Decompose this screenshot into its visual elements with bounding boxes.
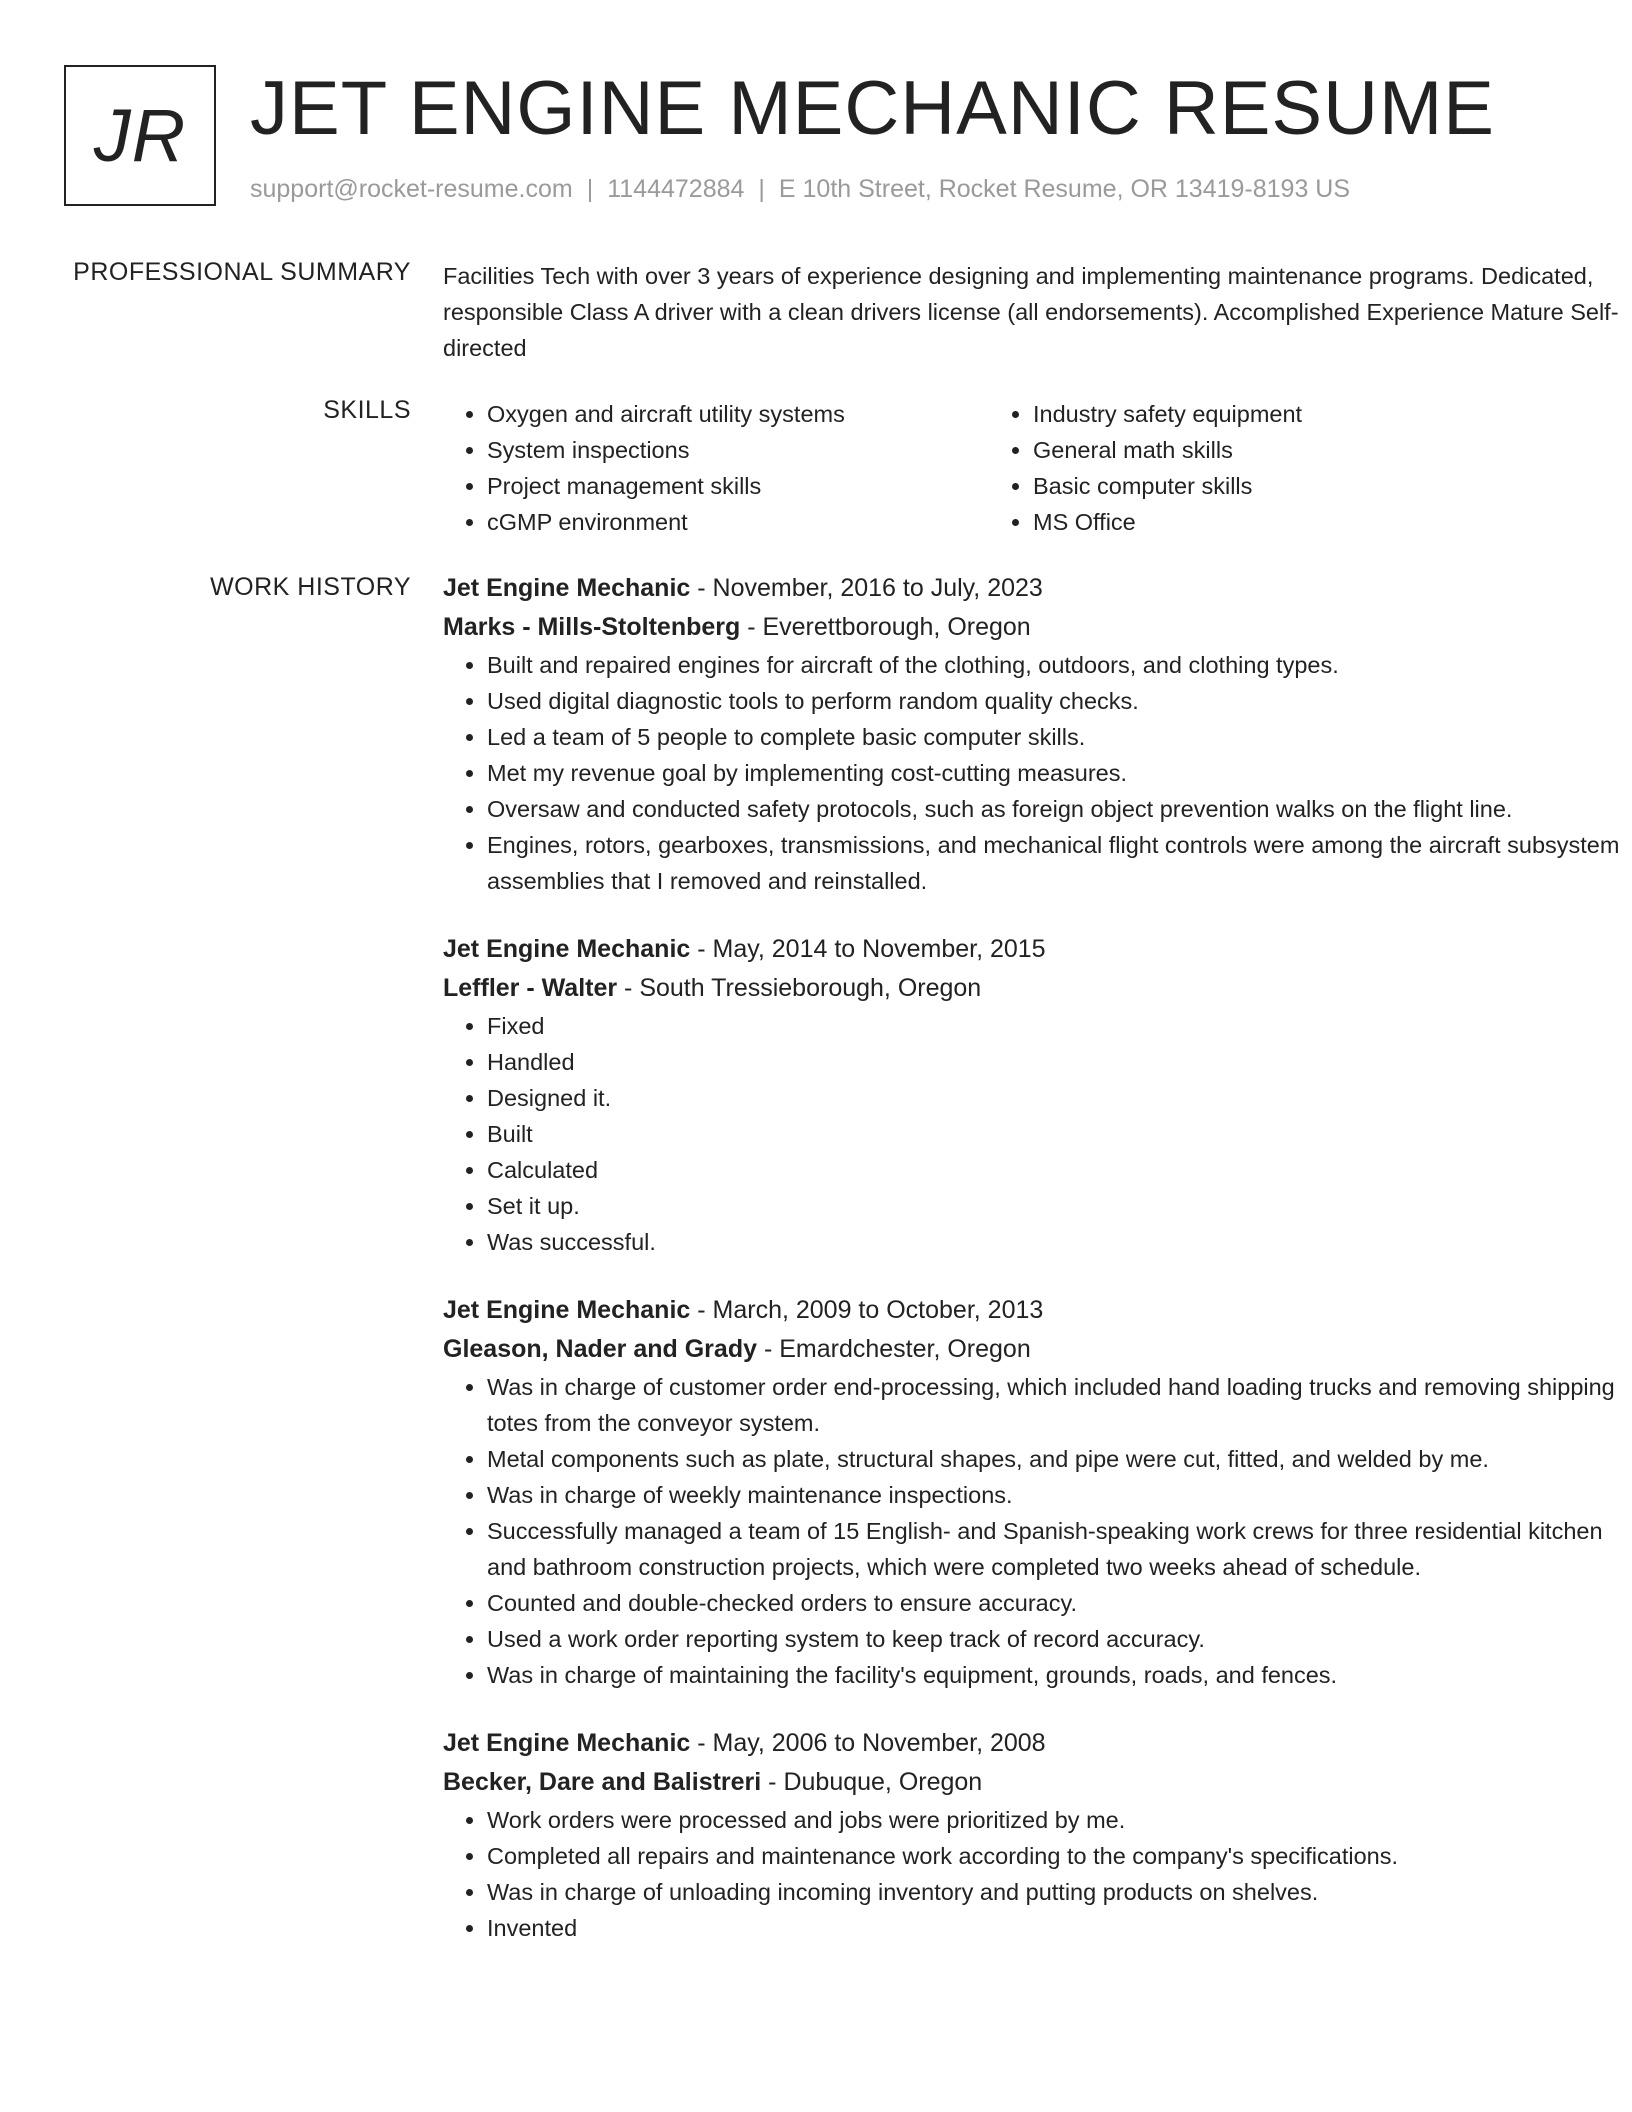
job-dates: - May, 2014 to November, 2015 bbox=[690, 935, 1046, 963]
skills-label: SKILLS bbox=[323, 396, 411, 424]
summary-label: PROFESSIONAL SUMMARY bbox=[73, 258, 411, 286]
job-title-line bbox=[443, 569, 1623, 608]
job-bullet: • Was in charge of unloading incoming inventory and putting products on shelves. bbox=[487, 1874, 1623, 1910]
skills-list-right bbox=[989, 396, 1535, 540]
job-company: Marks - Mills-Stoltenberg bbox=[443, 613, 741, 641]
job-bullet: • Led a team of 5 people to complete basic computer skills. bbox=[487, 719, 1623, 755]
job-bullet: • Built and repaired engines for aircraft of the clothing, outdoors, and clothing types. bbox=[487, 647, 1623, 683]
job-location: - Emardchester, Oregon bbox=[757, 1335, 1031, 1363]
job-title-line bbox=[443, 1724, 1623, 1763]
job-bullet: • Built bbox=[487, 1116, 1623, 1152]
resume-header bbox=[64, 65, 1584, 215]
job-company-line bbox=[443, 1330, 1623, 1369]
job-title-line bbox=[443, 1291, 1623, 1330]
job-bullet: • Was in charge of weekly maintenance inspections. bbox=[487, 1477, 1623, 1513]
contact-line bbox=[250, 175, 1350, 204]
contact-address: E 10th Street, Rocket Resume, OR 13419-8193 US bbox=[778, 175, 1351, 203]
skill-item: • System inspections bbox=[487, 432, 989, 468]
job-bullet: • Used digital diagnostic tools to perform random quality checks. bbox=[487, 683, 1623, 719]
job-bullet-list bbox=[443, 1802, 1623, 1946]
job-title: Jet Engine Mechanic bbox=[443, 1296, 691, 1324]
job-company-line bbox=[443, 1763, 1623, 1802]
job-entry bbox=[443, 569, 1623, 899]
job-title: Jet Engine Mechanic bbox=[443, 935, 691, 963]
job-bullet: • Handled bbox=[487, 1044, 1623, 1080]
job-bullet: • Counted and double-checked orders to ensure accuracy. bbox=[487, 1585, 1623, 1621]
job-bullet-list bbox=[443, 1008, 1623, 1260]
resume-title: JET ENGINE MECHANIC RESUME bbox=[250, 66, 1495, 151]
job-bullet: • Fixed bbox=[487, 1008, 1623, 1044]
job-bullet: • Designed it. bbox=[487, 1080, 1623, 1116]
skills-grid bbox=[443, 396, 1623, 540]
skill-item: • cGMP environment bbox=[487, 504, 989, 540]
job-company: Becker, Dare and Balistreri bbox=[443, 1768, 762, 1796]
job-bullet: • Calculated bbox=[487, 1152, 1623, 1188]
job-bullet: • Met my revenue goal by implementing cost-cutting measures. bbox=[487, 755, 1623, 791]
job-bullet: • Invented bbox=[487, 1910, 1623, 1946]
skill-item: • Basic computer skills bbox=[1033, 468, 1535, 504]
job-company-line bbox=[443, 969, 1623, 1008]
job-bullet: • Was successful. bbox=[487, 1224, 1623, 1260]
job-bullet: • Work orders were processed and jobs were prioritized by me. bbox=[487, 1802, 1623, 1838]
job-dates: - March, 2009 to October, 2013 bbox=[690, 1296, 1044, 1324]
job-title-line bbox=[443, 930, 1623, 969]
job-bullet: • Was in charge of maintaining the facility's equipment, grounds, roads, and fences. bbox=[487, 1657, 1623, 1693]
job-bullet: • Metal components such as plate, structural shapes, and pipe were cut, fitted, and welded by me. bbox=[487, 1441, 1623, 1477]
skills-body bbox=[443, 396, 1623, 540]
job-title: Jet Engine Mechanic bbox=[443, 1729, 691, 1757]
skill-item: • Industry safety equipment bbox=[1033, 396, 1535, 432]
job-bullet: • Successfully managed a team of 15 English- and Spanish-speaking work crews for three residential kitchen and bathroom construction projects, which were completed two weeks ahead of schedule. bbox=[487, 1513, 1623, 1585]
summary-text: Facilities Tech with over 3 years of experience designing and implementing maintenance programs. Dedicated, responsible Class A driver with a clean drivers license (all endorsements). Accomplished Experience Mature Self-directed bbox=[443, 263, 1619, 361]
contact-phone: 1144472884 bbox=[607, 175, 745, 203]
contact-email: support@rocket-resume.com bbox=[250, 175, 573, 203]
job-location: - Dubuque, Oregon bbox=[761, 1768, 983, 1796]
skill-item: • Project management skills bbox=[487, 468, 989, 504]
job-location: - Everettborough, Oregon bbox=[740, 613, 1031, 641]
job-entry bbox=[443, 1724, 1623, 1946]
skill-item: • Oxygen and aircraft utility systems bbox=[487, 396, 989, 432]
job-entry bbox=[443, 1291, 1623, 1693]
skill-item: • MS Office bbox=[1033, 504, 1535, 540]
job-bullet-list bbox=[443, 1369, 1623, 1693]
contact-separator: | bbox=[758, 175, 765, 203]
job-dates: - November, 2016 to July, 2023 bbox=[690, 574, 1043, 602]
job-dates: - May, 2006 to November, 2008 bbox=[690, 1729, 1046, 1757]
job-bullet-list bbox=[443, 647, 1623, 899]
work-history-label: WORK HISTORY bbox=[210, 573, 411, 601]
job-entry bbox=[443, 930, 1623, 1260]
job-bullet: • Engines, rotors, gearboxes, transmissions, and mechanical flight controls were among the aircraft subsystem assemblies that I removed and reinstalled. bbox=[487, 827, 1623, 899]
contact-separator: | bbox=[586, 175, 594, 203]
job-company: Gleason, Nader and Grady bbox=[443, 1335, 757, 1363]
job-bullet: • Completed all repairs and maintenance work according to the company's specifications. bbox=[487, 1838, 1623, 1874]
skills-list-left bbox=[443, 396, 989, 540]
work-history-jobs bbox=[443, 569, 1623, 1977]
job-bullet: • Oversaw and conducted safety protocols, such as foreign object prevention walks on the flight line. bbox=[487, 791, 1623, 827]
initials-monogram: JR bbox=[64, 65, 216, 206]
job-company-line bbox=[443, 608, 1623, 647]
job-bullet: • Was in charge of customer order end-processing, which included hand loading trucks and removing shipping totes from the conveyor system. bbox=[487, 1369, 1623, 1441]
job-bullet: • Used a work order reporting system to keep track of record accuracy. bbox=[487, 1621, 1623, 1657]
skill-item: • General math skills bbox=[1033, 432, 1535, 468]
job-location: - South Tressieborough, Oregon bbox=[617, 974, 982, 1002]
job-title: Jet Engine Mechanic bbox=[443, 574, 691, 602]
job-bullet: • Set it up. bbox=[487, 1188, 1623, 1224]
job-company: Leffler - Walter bbox=[443, 974, 618, 1002]
